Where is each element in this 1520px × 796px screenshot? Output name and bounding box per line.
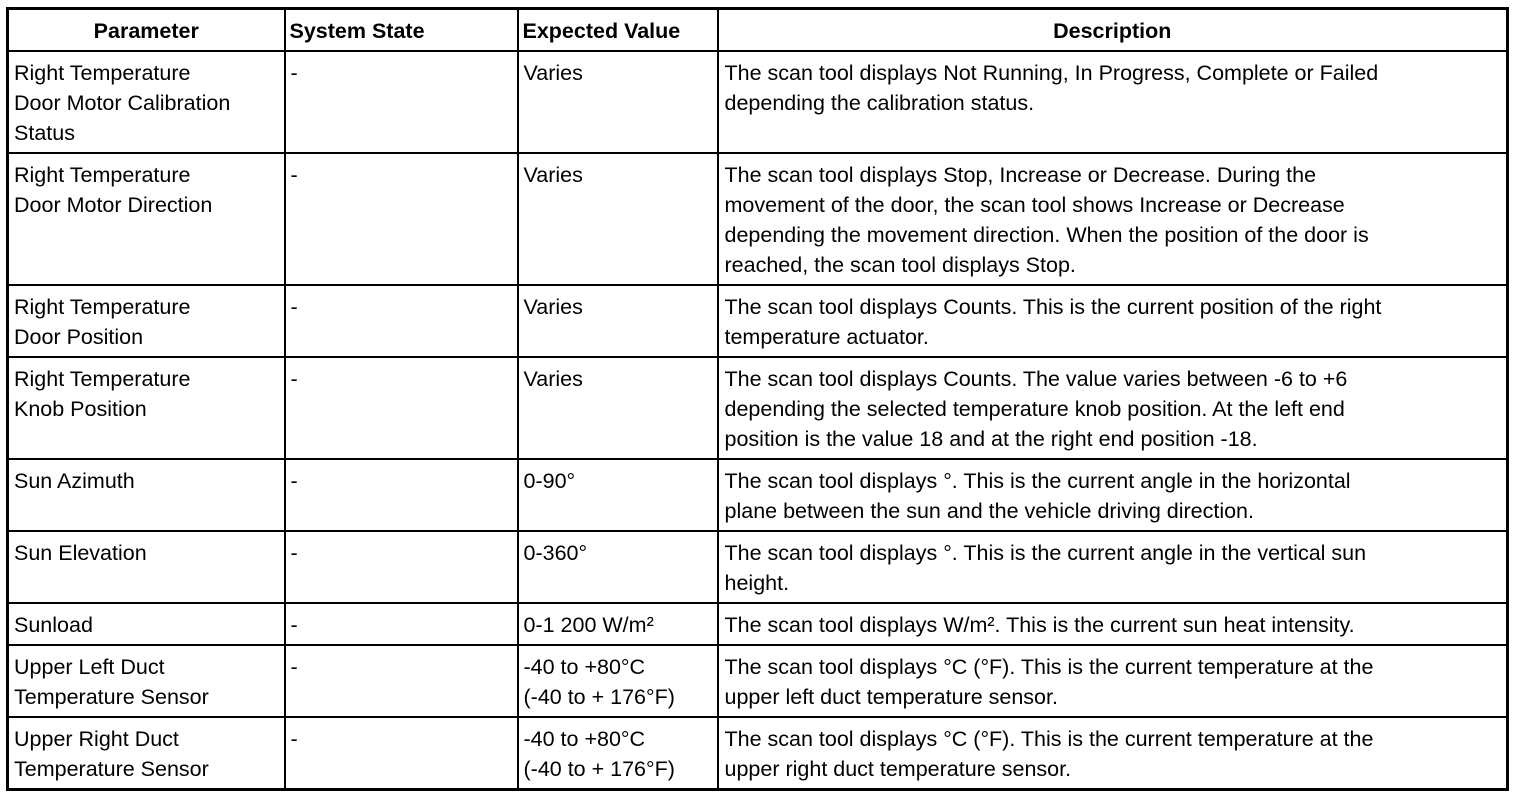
cell-description-line: The scan tool displays Counts. The value varies between -6 to +6 <box>724 367 1348 391</box>
cell-system-state: - <box>285 153 518 285</box>
parameter-table <box>6 7 1509 791</box>
cell-expected-value-line: Varies <box>523 295 583 319</box>
parameter-table-container <box>6 7 1509 791</box>
cell-expected-value-line: 0-1 200 W/m² <box>523 613 654 637</box>
cell-description-line: plane between the sun and the vehicle driving direction. <box>724 499 1254 523</box>
cell-system-state: - <box>285 603 518 645</box>
cell-system-state: - <box>285 645 518 717</box>
table-row <box>8 285 1508 357</box>
cell-parameter-line: Right Temperature <box>14 163 191 187</box>
cell-expected-value-line: (-40 to + 176°F) <box>523 757 675 781</box>
cell-parameter-line: Status <box>14 121 75 145</box>
cell-description-line: upper left duct temperature sensor. <box>724 685 1058 709</box>
cell-description-line: The scan tool displays Stop, Increase or Decrease. During the <box>724 163 1317 187</box>
cell-description-line: position is the value 18 and at the right end position -18. <box>724 427 1258 451</box>
cell-description-line: upper right duct temperature sensor. <box>724 757 1072 781</box>
cell-parameter <box>8 153 285 285</box>
cell-description <box>718 603 1508 645</box>
cell-expected-value <box>518 603 718 645</box>
table-header-row <box>8 9 1508 52</box>
cell-system-state: - <box>285 357 518 459</box>
cell-description <box>718 51 1508 153</box>
cell-expected-value <box>518 285 718 357</box>
table-row <box>8 603 1508 645</box>
cell-description <box>718 153 1508 285</box>
cell-parameter <box>8 603 285 645</box>
cell-description-line: The scan tool displays Not Running, In Progress, Complete or Failed <box>724 61 1379 85</box>
header-description: Description <box>718 9 1508 52</box>
cell-description <box>718 645 1508 717</box>
table-row <box>8 531 1508 603</box>
header-parameter: Parameter <box>8 9 285 52</box>
table-row <box>8 459 1508 531</box>
cell-expected-value <box>518 531 718 603</box>
cell-parameter-line: Sunload <box>14 613 93 637</box>
cell-system-state: - <box>285 459 518 531</box>
cell-description-line: The scan tool displays °. This is the current angle in the vertical sun <box>724 541 1367 565</box>
cell-parameter-line: Upper Right Duct <box>14 727 179 751</box>
cell-parameter-line: Sun Azimuth <box>14 469 135 493</box>
cell-parameter-line: Door Position <box>14 325 144 349</box>
header-expected-value: Expected Value <box>518 9 718 52</box>
cell-description-line: depending the selected temperature knob position. At the left end <box>724 397 1345 421</box>
cell-system-state: - <box>285 285 518 357</box>
header-system-state: System State <box>285 9 518 52</box>
cell-description-line: reached, the scan tool displays Stop. <box>724 253 1076 277</box>
cell-description-line: temperature actuator. <box>724 325 929 349</box>
cell-description-line: movement of the door, the scan tool shows Increase or Decrease <box>724 193 1345 217</box>
cell-description <box>718 285 1508 357</box>
cell-system-state: - <box>285 531 518 603</box>
cell-parameter <box>8 51 285 153</box>
cell-expected-value-line: Varies <box>523 61 583 85</box>
table-row <box>8 717 1508 790</box>
cell-description-line: The scan tool displays °C (°F). This is the current temperature at the <box>724 655 1374 679</box>
cell-expected-value-line: 0-360° <box>523 541 588 565</box>
cell-description-line: The scan tool displays W/m². This is the current sun heat intensity. <box>724 613 1355 637</box>
cell-system-state: - <box>285 717 518 790</box>
cell-parameter-line: Temperature Sensor <box>14 757 209 781</box>
cell-description-line: depending the movement direction. When the position of the door is <box>724 223 1369 247</box>
cell-expected-value-line: (-40 to + 176°F) <box>523 685 675 709</box>
cell-parameter-line: Right Temperature <box>14 61 191 85</box>
cell-description <box>718 717 1508 790</box>
cell-expected-value <box>518 51 718 153</box>
cell-parameter <box>8 717 285 790</box>
cell-expected-value-line: -40 to +80°C <box>523 655 646 679</box>
cell-parameter <box>8 459 285 531</box>
cell-expected-value-line: 0-90° <box>523 469 576 493</box>
cell-parameter-line: Right Temperature <box>14 295 191 319</box>
cell-expected-value-line: Varies <box>523 163 583 187</box>
cell-system-state: - <box>285 51 518 153</box>
cell-parameter-line: Right Temperature <box>14 367 191 391</box>
cell-description <box>718 357 1508 459</box>
cell-parameter-line: Temperature Sensor <box>14 685 209 709</box>
cell-expected-value <box>518 645 718 717</box>
cell-parameter-line: Knob Position <box>14 397 147 421</box>
cell-expected-value-line: Varies <box>523 367 583 391</box>
cell-expected-value <box>518 459 718 531</box>
table-body <box>8 51 1508 790</box>
table-row <box>8 645 1508 717</box>
table-row <box>8 51 1508 153</box>
cell-expected-value <box>518 153 718 285</box>
cell-parameter-line: Door Motor Calibration <box>14 91 231 115</box>
cell-parameter <box>8 645 285 717</box>
cell-expected-value <box>518 357 718 459</box>
cell-parameter <box>8 285 285 357</box>
cell-description-line: The scan tool displays °. This is the current angle in the horizontal <box>724 469 1351 493</box>
cell-description <box>718 531 1508 603</box>
cell-parameter <box>8 531 285 603</box>
cell-description-line: The scan tool displays °C (°F). This is the current temperature at the <box>724 727 1374 751</box>
cell-expected-value <box>518 717 718 790</box>
cell-description-line: height. <box>724 571 790 595</box>
cell-description <box>718 459 1508 531</box>
cell-parameter-line: Sun Elevation <box>14 541 147 565</box>
cell-parameter-line: Upper Left Duct <box>14 655 165 679</box>
cell-description-line: depending the calibration status. <box>724 91 1035 115</box>
cell-expected-value-line: -40 to +80°C <box>523 727 646 751</box>
table-row <box>8 153 1508 285</box>
cell-description-line: The scan tool displays Counts. This is the current position of the right <box>724 295 1382 319</box>
cell-parameter-line: Door Motor Direction <box>14 193 213 217</box>
table-row <box>8 357 1508 459</box>
cell-parameter <box>8 357 285 459</box>
